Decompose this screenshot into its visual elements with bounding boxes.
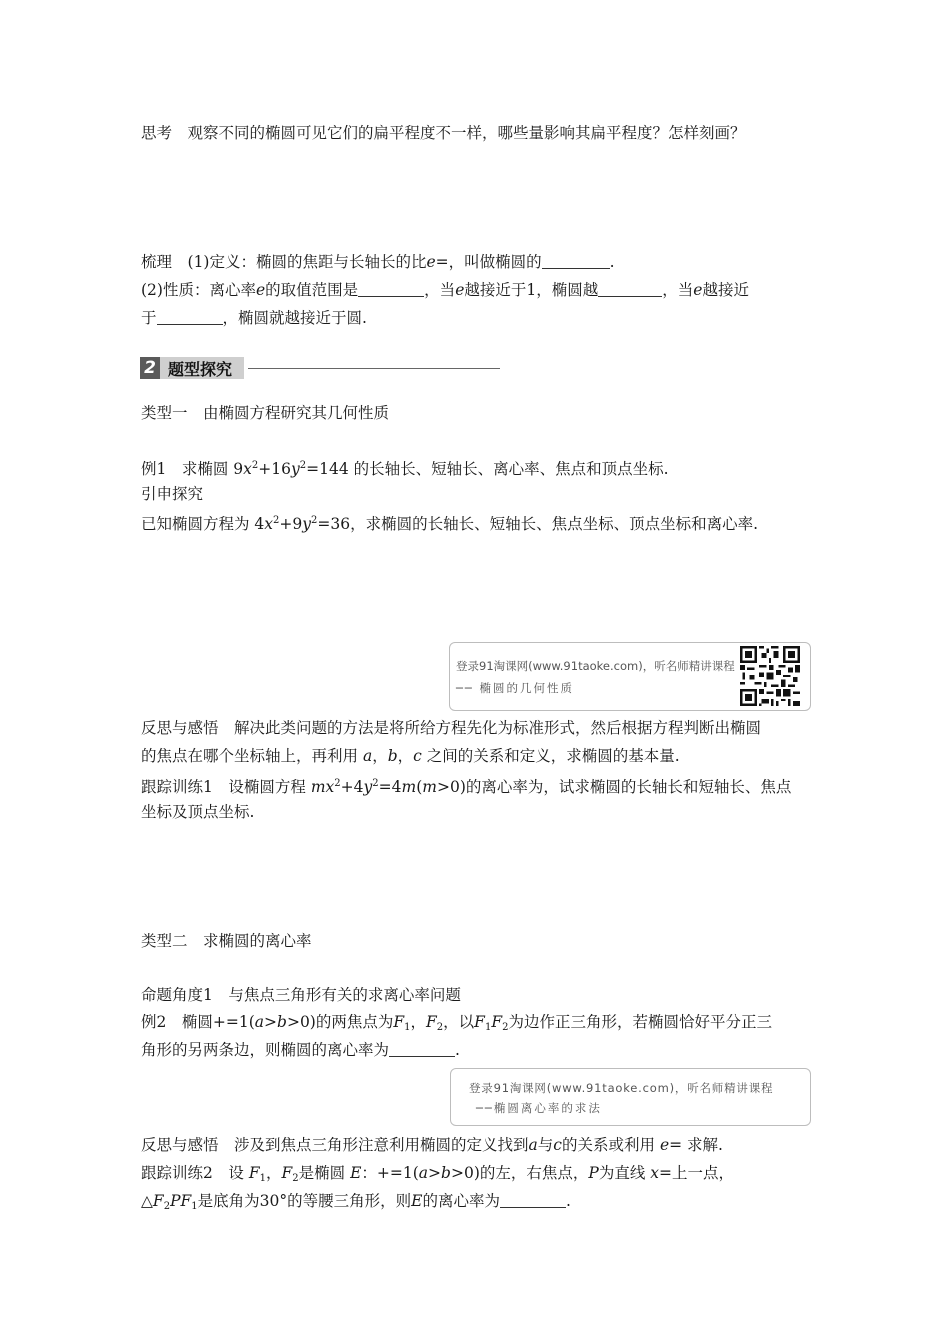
var-E: E: [350, 1164, 362, 1182]
var-F: F: [426, 1013, 437, 1031]
extend-heading: 引申探究: [141, 485, 204, 503]
extend-text: 已知椭圆方程为 4: [141, 515, 265, 533]
var-a: a: [362, 747, 373, 765]
example-2-line-2: [141, 1040, 460, 1060]
example-label: 例2: [141, 1013, 167, 1031]
angle-1-heading: 命题角度1 与焦点三角形有关的求离心率问题: [141, 986, 461, 1004]
practice-2-line-2: [141, 1191, 571, 1217]
summary-line-2: [141, 280, 749, 300]
promo-line-2: ──椭圆离心率的求法: [476, 1101, 602, 1115]
var-E: E: [411, 1192, 423, 1210]
reflection-text: 解决此类问题的方法是将所给方程先化为标准形式，然后根据方程判断出椭圆: [234, 719, 762, 737]
var-a: a: [528, 1136, 538, 1154]
example-text: 求椭圆 9: [181, 460, 244, 478]
triangle-symbol: △: [141, 1192, 153, 1210]
punct: >: [264, 1013, 278, 1031]
example-text: ，以: [443, 1013, 475, 1031]
practice-1-line-2: 坐标及顶点坐标.: [141, 803, 255, 821]
var-a: a: [418, 1164, 429, 1182]
var-F: F: [393, 1013, 405, 1031]
subscript: 1: [404, 1022, 411, 1033]
punct: ，: [410, 1013, 427, 1031]
var-b: b: [441, 1164, 451, 1182]
summary-text: (2)性质：离心率: [141, 281, 256, 299]
extend-text: =36，求椭圆的长轴长、短轴长、焦点坐标、顶点坐标和离心率.: [317, 515, 759, 533]
punct: ，: [372, 747, 388, 765]
practice-text: 设椭圆方程: [228, 778, 306, 796]
promo-line-1: 登录91淘课网(www.91taoke.com)，听名师精讲课程: [469, 1081, 774, 1095]
example-text: >0)的两焦点为: [286, 1013, 394, 1031]
subscript: 2: [436, 1022, 444, 1033]
var-c: c: [413, 747, 422, 765]
promo-line-2: ── 椭圆的几何性质: [456, 681, 575, 695]
answer-blank: [358, 282, 424, 297]
think-label: 思考: [141, 124, 173, 142]
punct: .: [565, 1192, 571, 1210]
exponent: 2: [299, 460, 307, 471]
punct: ，: [397, 747, 414, 765]
var-b: b: [387, 747, 398, 765]
practice-text: 的离心率为: [422, 1192, 500, 1210]
practice-text: +4: [340, 778, 364, 796]
example-1: [141, 456, 669, 479]
example-text: =144 的长轴长、短轴长、离心率、焦点和顶点坐标.: [306, 460, 669, 478]
section-number: 2: [140, 357, 160, 379]
practice-label: 跟踪训练2: [141, 1164, 213, 1182]
summary-label: 梳理: [141, 253, 173, 271]
practice-text: (: [416, 778, 423, 796]
reflection-1-line-1: [141, 718, 761, 738]
type2-heading: 类型二 求椭圆的离心率: [141, 932, 312, 950]
var-x: x: [264, 515, 274, 533]
reflection-text: 与: [537, 1136, 554, 1154]
type1-heading: 类型一 由椭圆方程研究其几何性质: [141, 404, 390, 422]
summary-text: ，当: [424, 281, 456, 299]
practice-text: 为直线: [598, 1164, 646, 1182]
var-b: b: [277, 1013, 287, 1031]
summary-text: 于: [141, 309, 157, 327]
subscript: 1: [191, 1201, 198, 1212]
punct: ，: [265, 1164, 282, 1182]
var-m: m: [401, 778, 417, 796]
section-title: 题型探究: [160, 357, 244, 379]
summary-text: 的取值范围是: [265, 281, 359, 299]
summary-text: =，叫做椭圆的: [435, 253, 542, 271]
example-label: 例1: [141, 460, 167, 478]
practice-text: 是椭圆: [298, 1164, 346, 1182]
var-y: y: [291, 460, 300, 478]
practice-label: 跟踪训练1: [141, 778, 213, 796]
practice-text: 是底角为30°的等腰三角形，则: [197, 1192, 412, 1210]
qr-code-icon[interactable]: [740, 646, 800, 706]
var-F: F: [248, 1164, 260, 1182]
var-P: P: [588, 1164, 599, 1182]
practice-1-line-1: [141, 774, 791, 797]
subscript: 2: [502, 1022, 509, 1033]
example-text: 为边作正三角形，若椭圆恰好平分正三: [508, 1013, 772, 1031]
var-F: F: [491, 1013, 503, 1031]
exponent: 2: [273, 515, 280, 526]
course-promo-box[interactable]: [450, 1068, 811, 1126]
summary-text: 越接近: [702, 281, 749, 299]
think-text: 观察不同的椭圆可见它们的扁平程度不一样，哪些量影响其扁平程度？怎样刻画？: [187, 124, 746, 142]
practice-text: =上一点，: [659, 1164, 735, 1182]
example-text: 椭圆+=1(: [181, 1013, 255, 1031]
summary-text: ，当: [662, 281, 694, 299]
var-e: e: [426, 253, 436, 271]
reflection-label: 反思与感悟: [141, 719, 219, 737]
var-mx: mx: [310, 778, 335, 796]
var-y: y: [302, 515, 312, 533]
course-promo-box[interactable]: [449, 642, 811, 711]
exponent: 2: [311, 515, 318, 526]
summary-text: ，椭圆就越接近于圆.: [222, 309, 367, 327]
practice-text: =4: [378, 778, 402, 796]
reflection-1-line-2: [141, 746, 680, 766]
summary-text: (1)定义：椭圆的焦距与长轴长的比: [187, 253, 427, 271]
reflection-text: 的关系或利用: [561, 1136, 655, 1154]
summary-line-1: [141, 252, 615, 272]
subscript: 2: [163, 1201, 171, 1212]
practice-text: >0)的离心率为，试求椭圆的长轴长和短轴长、焦点: [436, 778, 792, 796]
var-c: c: [553, 1136, 562, 1154]
var-e: e: [455, 281, 465, 299]
reflection-2: [141, 1135, 723, 1155]
reflection-text: 之间的关系和定义，求椭圆的基本量.: [426, 747, 680, 765]
exponent: 2: [251, 460, 259, 471]
var-a: a: [254, 1013, 265, 1031]
reflection-text: = 求解.: [669, 1136, 723, 1154]
example-text: +16: [258, 460, 292, 478]
promo-line-1: 登录91淘课网(www.91taoke.com)，听名师精讲课程: [456, 659, 735, 673]
practice-text: >0)的左，右焦点，: [450, 1164, 589, 1182]
summary-text: 越接近于1，椭圆越: [464, 281, 599, 299]
var-e: e: [659, 1136, 670, 1154]
punct: >: [428, 1164, 442, 1182]
think-paragraph: [141, 123, 746, 143]
extend-question: [141, 511, 758, 534]
summary-text: .: [609, 253, 615, 271]
var-e: e: [255, 281, 266, 299]
extend-text: +9: [279, 515, 303, 533]
example-text: 角形的另两条边，则椭圆的离心率为: [141, 1041, 390, 1059]
exponent: 2: [372, 778, 379, 789]
answer-blank: [500, 1193, 566, 1208]
section-divider: [248, 368, 500, 369]
answer-blank: [157, 310, 223, 325]
reflection-label: 反思与感悟: [141, 1136, 219, 1154]
exponent: 2: [334, 778, 341, 789]
answer-blank: [542, 254, 610, 269]
subscript: 1: [259, 1173, 266, 1184]
var-x: x: [650, 1164, 660, 1182]
section-heading: [140, 357, 500, 379]
subscript: 1: [484, 1022, 492, 1033]
subscript: 2: [292, 1173, 299, 1184]
example-2-line-1: [141, 1012, 772, 1038]
punct: .: [455, 1041, 460, 1059]
var-F: F: [474, 1013, 485, 1031]
summary-line-3: [141, 308, 367, 328]
reflection-text: 涉及到焦点三角形注意利用椭圆的定义找到: [234, 1136, 529, 1154]
var-y: y: [363, 778, 373, 796]
var-x: x: [243, 460, 252, 478]
answer-blank: [389, 1042, 455, 1057]
practice-text: 设: [228, 1164, 244, 1182]
practice-text: ：+=1(: [361, 1164, 419, 1182]
var-m: m: [422, 778, 437, 796]
reflection-text: 的焦点在哪个坐标轴上，再利用: [141, 747, 359, 765]
var-e: e: [693, 281, 703, 299]
answer-blank: [598, 282, 662, 297]
var-F: F: [152, 1192, 164, 1210]
practice-2-line-1: [141, 1163, 734, 1189]
var-PF: PF: [170, 1192, 192, 1210]
var-F: F: [281, 1164, 293, 1182]
